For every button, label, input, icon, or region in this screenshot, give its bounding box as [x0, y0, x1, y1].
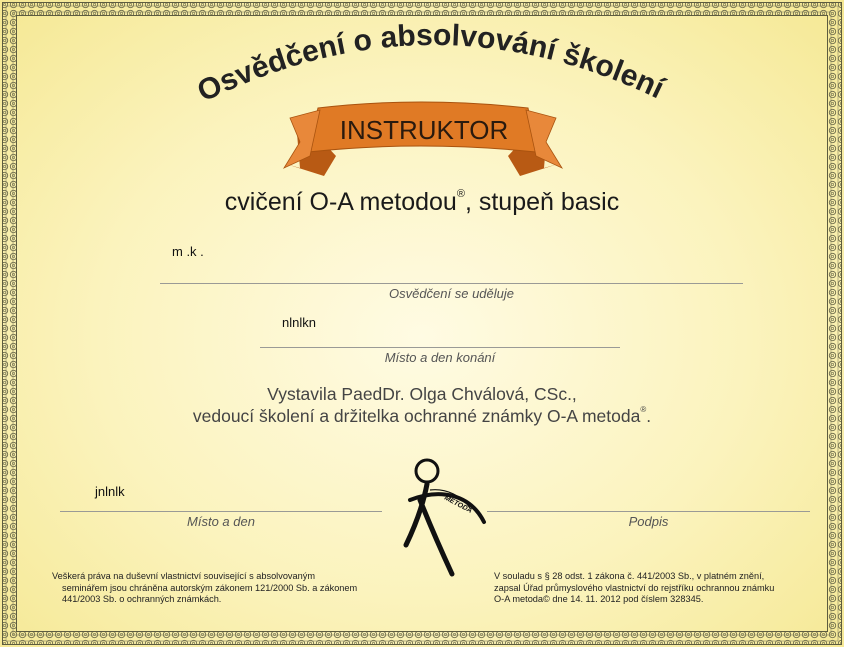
footer-right-line: V souladu s § 28 odst. 1 zákona č. 441/2003 Sb., v platném znění, [494, 571, 765, 581]
recipient-value: m .k . [172, 244, 204, 259]
recipient-caption: Osvědčení se uděluje [388, 286, 515, 301]
footer-left-line: seminářem jsou chráněna autorským zákonem 121/2000 Sb. a zákonem [62, 582, 358, 593]
signature-caption: Podpis [628, 514, 669, 529]
logo-text: METODA [443, 494, 474, 515]
ribbon-label: INSTRUKTOR [339, 115, 509, 145]
signing-place-caption: Místo a den [187, 514, 255, 529]
footer-left-line: Veškerá práva na duševní vlastnictví související s absolvovaným [52, 571, 315, 581]
subtitle-rest: , stupeň basic [464, 188, 620, 216]
footer-right-line: zapsal Úřad průmyslového vlastnictví do rejstříku ochrannou známku [494, 582, 775, 593]
footer-right-line: O-A metoda© dne 14. 11. 2012 pod číslem 328345. [494, 594, 704, 604]
certificate-title: Osvědčení o absolvování školení [192, 18, 670, 109]
issuer-line-2-main: vedoucí školení a držitelka ochranné známky O-A metoda [192, 406, 641, 426]
place-caption: Místo a den konání [384, 350, 496, 365]
logo-right-stroke [420, 500, 452, 574]
issuer-line-1: Vystavila PaedDr. Olga Chválová, CSc., [267, 384, 577, 404]
logo-head [416, 460, 438, 482]
subtitle-main: cvičení O-A metodou [224, 188, 457, 216]
issuer-registered-mark: ® [640, 405, 647, 415]
place-value: nlnlkn [282, 315, 316, 330]
footer-right [494, 571, 774, 606]
issuer-line-2-end: . [646, 406, 652, 426]
registered-mark: ® [456, 187, 465, 200]
signing-place-value: jnlnlk [95, 484, 125, 499]
footer-left-line: 441/2003 Sb. o ochranných známkách. [62, 594, 222, 604]
footer-left [52, 571, 357, 606]
